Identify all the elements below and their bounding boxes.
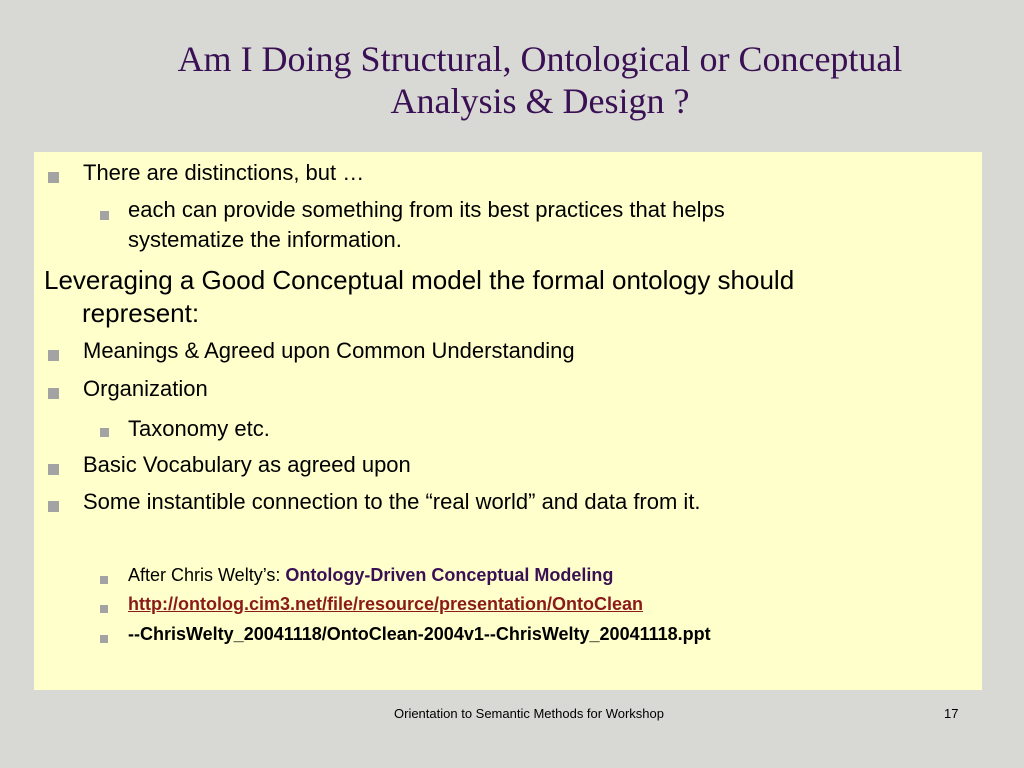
slide-title	[100, 38, 980, 122]
footer-caption: Orientation to Semantic Methods for Workshop	[394, 706, 664, 721]
content-box	[34, 152, 982, 690]
reference-link-line	[128, 594, 643, 615]
bullet-square-icon	[48, 172, 59, 183]
reference-prefix: After Chris Welty’s:	[128, 565, 286, 585]
bullet-square-icon	[48, 388, 59, 399]
sub-bullet-best-practices-line2: systematize the information.	[128, 227, 402, 252]
ref-bullet-square-icon	[100, 576, 108, 584]
bullet-square-icon	[48, 464, 59, 475]
sub-bullet-square-icon	[100, 428, 109, 437]
page-number: 17	[944, 706, 959, 721]
sub-bullet-taxonomy: Taxonomy etc.	[128, 416, 270, 441]
reference-attribution	[128, 565, 613, 586]
bullet-meanings: Meanings & Agreed upon Common Understanding	[83, 338, 575, 363]
ref-bullet-square-icon	[100, 635, 108, 643]
ref-bullet-square-icon	[100, 605, 108, 613]
paragraph-leveraging-line2: represent:	[82, 298, 200, 328]
sub-bullet-square-icon	[100, 211, 109, 220]
reference-file: --ChrisWelty_20041118/OntoClean-2004v1--ChrisWelty_20041118.ppt	[128, 624, 711, 644]
bullet-distinctions: There are distinctions, but …	[83, 160, 365, 185]
bullet-vocabulary: Basic Vocabulary as agreed upon	[83, 452, 411, 477]
sub-bullet-best-practices-line1: each can provide something from its best practices that helps	[128, 197, 725, 222]
reference-url-link[interactable]: http://ontolog.cim3.net/file/resource/presentation/OntoClean	[128, 594, 644, 614]
bullet-organization: Organization	[83, 376, 208, 401]
title-line-1: Am I Doing Structural, Ontological or Conceptual	[177, 39, 903, 79]
title-line-2: Analysis & Design ?	[390, 81, 690, 121]
reference-title: Ontology-Driven Conceptual Modeling	[285, 565, 614, 585]
bullet-square-icon	[48, 501, 59, 512]
bullet-square-icon	[48, 350, 59, 361]
paragraph-leveraging-line1: Leveraging a Good Conceptual model the formal ontology should	[44, 265, 795, 295]
bullet-instantible: Some instantible connection to the “real world” and data from it.	[83, 489, 701, 514]
